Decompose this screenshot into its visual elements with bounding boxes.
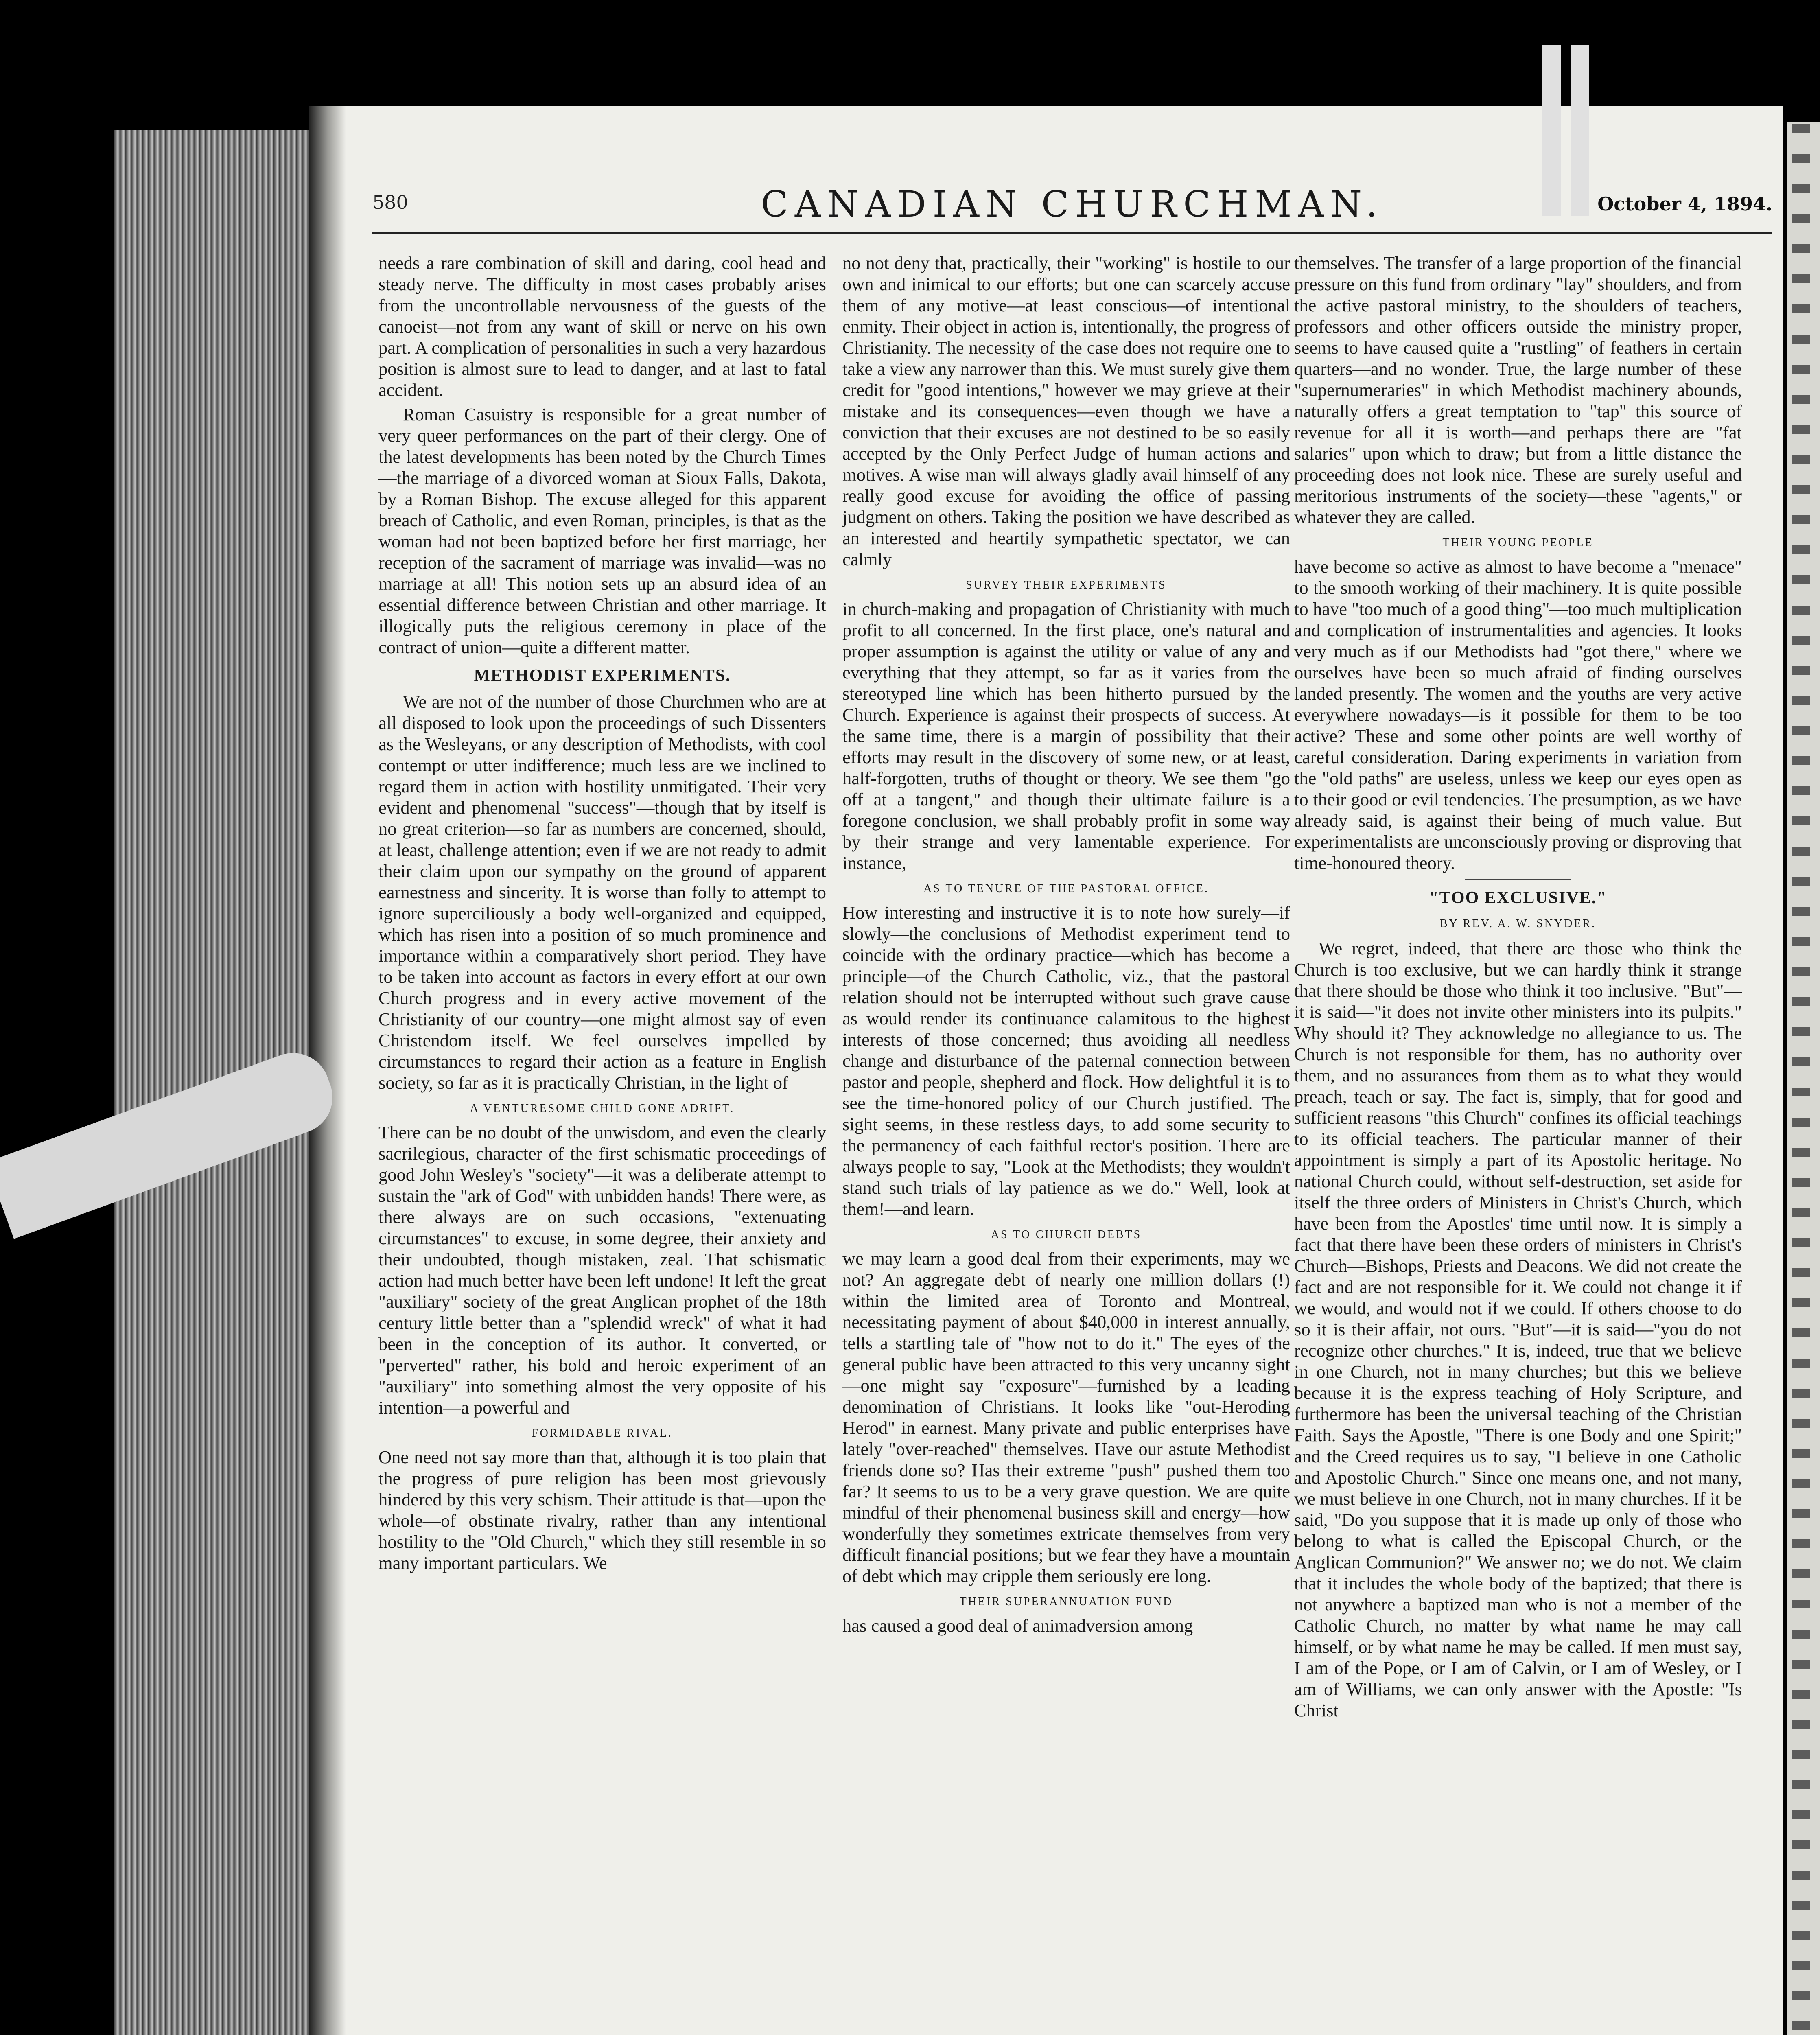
paragraph: have become so active as almost to have become a "menace" to the smooth working of their machinery. It is quite possible to have "too much of a good thing"—too much multiplication and complication of instrumentalities and agencies. It looks very much as if our Methodists had "got there," where we ourselves have been so much afraid of finding ourselves landed presently. The women and the youths are very active everywhere nowadays—is it possible for them to be too active? These and some other points are well worthy of careful consideration. Daring experiments in variation from the "old paths" are useless, unless we keep our eyes open as to their good or evil tendencies. The presumption, as we have already said, is against their being of much value. But experimentalists are unconsciously proving or disproving that time-honoured theory. bbox=[1294, 556, 1742, 873]
subheading: THEIR SUPERANNUATION FUND bbox=[959, 1595, 1173, 1608]
column-2 bbox=[842, 252, 1290, 2035]
newspaper-page bbox=[334, 106, 1783, 2035]
subheading: AS TO CHURCH DEBTS bbox=[991, 1228, 1142, 1241]
paper-title: CANADIAN CHURCHMAN. bbox=[761, 183, 1384, 225]
paragraph: has caused a good deal of animadversion among bbox=[842, 1615, 1193, 1636]
article-title: "TOO EXCLUSIVE." bbox=[1429, 888, 1607, 907]
subheading: SURVEY THEIR EXPERIMENTS bbox=[966, 579, 1167, 591]
article-title: METHODIST EXPERIMENTS. bbox=[474, 666, 731, 685]
paragraph: Roman Casuistry is responsible for a great number of very queer performances on the part of their clergy. One of the latest developments has been noted by the Church Times—the marriage of a divorced woman at Sioux Falls, Dakota, by a Roman Bishop. The excuse alleged for this apparent breach of Catholic, and even Roman, principles, is that as the woman had not been baptized before her first marriage, her reception of the sacrament of marriage was invalid—was no marriage at all! This notion sets up an absurd idea of an essential difference between Christian and other marriage. It illogically puts the religious ceremony in place of the contract of union—quite a different matter. bbox=[378, 404, 826, 657]
paragraph: we may learn a good deal from their experiments, may we not? An aggregate debt of nearly one million dollars (!) within the limited area of Toronto and Montreal, necessitating payment of about $40,000 in interest annually, tells a startling tale of "how not to do it." The eyes of the general public have been attracted to this very uncanny sight—one might say "exposure"—furnished by a leading denomination of Christians. It looks like "out-Heroding Herod" in earnest. Many private and public enterprises have lately "over-reached" themselves. Have our astute Methodist friends done so? Has their extreme "push" pushed them too far? It seems to us to be a very grave question. We are quite mindful of their phenomenal business skill and energy—how wonderfully they sometimes extricate themselves from very difficult financial positions; but we fear they have a mountain of debt which may cripple them seriously ere long. bbox=[842, 1248, 1290, 1586]
issue-date: October 4, 1894. bbox=[1597, 193, 1772, 215]
paragraph: One need not say more than that, although it is too plain that the progress of pure religion has been most grievously hindered by this very schism. Their attitude is that—upon the whole—of obstinate rivalry, rather than any intentional hostility to the "Old Church," which they still resemble in so many important particulars. We bbox=[378, 1447, 826, 1573]
header-rule bbox=[372, 232, 1772, 234]
masthead bbox=[372, 183, 1772, 232]
adjacent-page-edge bbox=[1787, 122, 1820, 2035]
paragraph: in church-making and propagation of Christianity with much profit to all concerned. In the first place, one's natural and proper assumption is against the utility or value of any and everything that they attempt, so far as it varies from the stereotyped line which has been hitherto pursued by the Church. Experience is against their prospects of success. At the same time, there is a margin of possibility that their efforts may result in the discovery of some new, or at least, half-forgotten, truths of thought or theory. We see them "go off at a tangent," and though their ultimate failure is a foregone conclusion, we shall probably profit in some way by their strange and very lamentable experience. For instance, bbox=[842, 599, 1290, 873]
subheading: A VENTURESOME CHILD GONE ADRIFT. bbox=[470, 1102, 735, 1115]
paragraph: themselves. The transfer of a large proportion of the financial pressure on this fund from ordinary "lay" shoulders, and from the active pastoral ministry, to the shoulders of teachers, professors and other officers outside the ministry proper, seems to have caused quite a "rustling" of feathers in certain quarters—and no wonder. True, the large number of these "supernumeraries" in which Methodist machinery abounds, naturally offers a great temptation to "tap" this source of revenue for all it is worth—and perhaps there are "fat salaries" upon which to draw; but from a little distance the proceeding does not look nice. These are surely useful and meritorious instruments of the society—these "agents," or whatever they are called. bbox=[1294, 253, 1742, 527]
subheading: THEIR YOUNG PEOPLE bbox=[1442, 536, 1594, 549]
subheading: FORMIDABLE RIVAL. bbox=[532, 1427, 673, 1440]
byline: BY REV. A. W. SNYDER. bbox=[1439, 917, 1597, 930]
subheading: AS TO TENURE OF THE PASTORAL OFFICE. bbox=[923, 882, 1209, 895]
page-number: 580 bbox=[372, 191, 408, 213]
paragraph: needs a rare combination of skill and daring, cool head and steady nerve. The difficulty in most cases probably arises from the uncontrollable nervousness of the guests of the canoeist—not from any want of skill or nerve on his own part. A complication of personalities in such a very hazardous position is almost sure to lead to danger, and at last to fatal accident. bbox=[378, 253, 826, 400]
paragraph: We regret, indeed, that there are those who think the Church is too exclusive, but we can hardly think it strange that there should be those who think it too inclusive. "But"—it is said—"it does not invite other ministers into its pulpits." Why should it? They acknowledge no allegiance to us. The Church is not responsible for them, has no authority over them, and no assurances from them as to what they would preach, teach or say. The fact is, simply, that for good and sufficient reasons "this Church" confines its official teachings to its official teachers. The particular manner of their appointment is simply a part of its Apostolic heritage. No national Church could, without self-destruction, set aside for itself the three orders of Ministers in Christ's Church, which have been from the Apostles' time until now. It is simply a fact that there have been these orders of ministers in Christ's Church—Bishops, Priests and Deacons. We did not create the fact and are not responsible for it. We could not change it if we would, and would not if we could. If others choose to do so it is their affair, not ours. "But"—it is said—"you do not recognize other churches." It is, indeed, true that we believe in one Church, not in many churches; but this we believe because it is the express teaching of Holy Scripture, and furthermore has been the universal teaching of the Christian Faith. Says the Apostle, "There is one Body and one Spirit;" and the Creed requires us to say, "I believe in one Catholic and Apostolic Church." Since one means one, and not many, we must believe in one Church, not in many churches. If it be said, "Do you suppose that it is made up only of those who belong to what is called the Episcopal Church, or the Anglican Communion?" We answer no; we do not. We claim that it includes the whole body of the baptized; that there is not anywhere a baptized man who is not a member of the Catholic Church, no matter by what name he may call himself, or by what name he may be called. If men must say, I am of the Pope, or I am of Calvin, or I am of Wesley, or I am of Williams, we can only answer with the Apostle: "Is Christ bbox=[1294, 938, 1742, 1720]
column-3 bbox=[1294, 252, 1742, 2035]
page-clip bbox=[1571, 45, 1589, 216]
paragraph: We are not of the number of those Churchmen who are at all disposed to look upon the proceedings of such Dissenters as the Wesleyans, or any description of Methodists, with cool contempt or utter indifference; much less are we inclined to regard them in action with hostility unmitigated. Their very evident and phenomenal "success"—though that by itself is no great criterion—so far as numbers are concerned, should, at least, challenge attention; even if we are not ready to admit their claim upon our sympathy on the ground of apparent earnestness and sincerity. It is worse than folly to attempt to ignore superciliously a body well-organized and equipped, which has risen into a position of so much prominence and importance within a comparatively short period. They have to be taken into account as factors in every effort at our own Church progress and in every active movement of the Christianity of our country—one might almost say of even Christendom itself. We feel ourselves impelled by circumstances to regard their action as a feature in English society, so far as it is practically Christian, in the light of bbox=[378, 691, 826, 1093]
section-rule bbox=[1465, 879, 1571, 880]
paragraph: no not deny that, practically, their "working" is hostile to our own and inimical to our efforts; but one can scarcely accuse them of any motive—at least conscious—of intentional enmity. Their object in action is, intentionally, the progress of Christianity. The necessity of the case does not require one to take a view any narrower than this. We must surely give them credit for "good intentions," however we may grieve at their mistake and its consequences—even though we have a conviction that their excuses are not destined to be so easily accepted by the Only Perfect Judge of human actions and motives. A wise man will always gladly avail himself of any really good excuse for avoiding the office of passing judgment on others. Taking the position we have described as an interested and heartily sympathetic spectator, we can calmly bbox=[842, 253, 1290, 569]
paragraph: There can be no doubt of the unwisdom, and even the clearly sacrilegious, character of the first schismatic proceedings of good John Wesley's "society"—it was a deliberate attempt to sustain the "ark of God" with unbidden hands! There were, as there always are on such occasions, "extenuating circumstances" to excuse, in some degree, their anxiety and their undoubted, though mistaken, zeal. That schismatic action had much better have been left undone! It left the great "auxiliary" society of the great Anglican prophet of the 18th century little better than a "splendid wreck" of what it had been in the conception of its author. It converted, or "perverted" rather, his bold and heroic experiment of an "auxiliary" into something almost the very opposite of his intention—a powerful and bbox=[378, 1122, 826, 1418]
paragraph: How interesting and instructive it is to note how surely—if slowly—the conclusions of Methodist experiment tend to coincide with the ordinary practice—which has become a principle—of the Church Catholic, viz., that the pastoral relation should not be interrupted without such grave cause as would render its continuance calamitous to the highest interests of those concerned; thus avoiding all needless change and disturbance of the paternal connection between pastor and people, shepherd and flock. How delightful it is to see the time-honored policy of our Church justified. The sight seems, in these restless days, to add some security to the permanency of each faithful rector's position. There are always people to say, "Look at the Methodists; they wouldn't stand such trials of lay patience as we do." Well, look at them!—and learn. bbox=[842, 902, 1290, 1219]
page-clip bbox=[1542, 45, 1561, 216]
column-1 bbox=[378, 252, 826, 2035]
